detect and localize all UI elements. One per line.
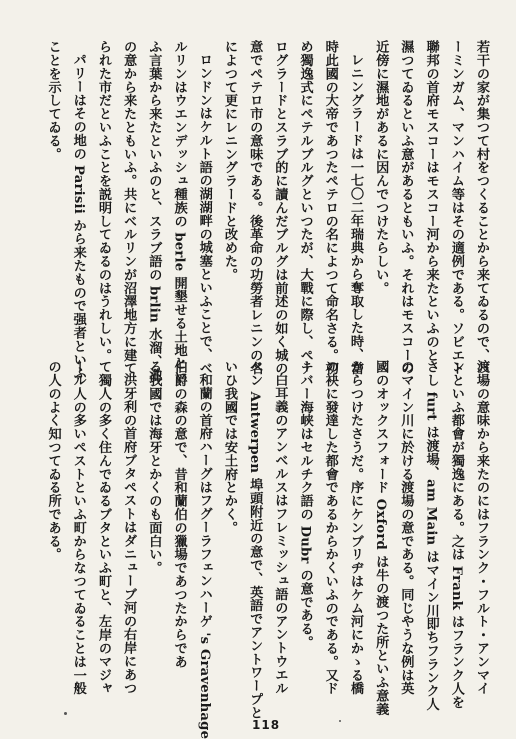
text-line: 國のオックスフォード Oxford は牛の渡つた所といふ意義	[373, 360, 389, 716]
text-line: ロンドンはケルト語の湖湖畔の城塞といふことで、ベ	[196, 53, 212, 375]
page-number: 118	[252, 718, 281, 732]
text-line: の人のよく知つてゐる所である。	[45, 360, 61, 561]
text-line: からつけたさうだ。序にケンブリヂはケム河にかゝる橋	[347, 360, 363, 695]
text-line: ふ言葉から来たといふのと、スラブ語の brlin 水溜、池	[146, 40, 162, 382]
text-line: め獨逸式にペテルブルグといつたが、大戰に際し、ペテ	[297, 40, 313, 375]
text-line: 和蘭の首府ハーグはフグーラフェンハーゲ 's Gravenhage	[196, 373, 212, 739]
text-line: 若干の家が集つて村をつくることから来てゐるので、バ	[474, 40, 489, 375]
upper-text-column	[45, 40, 494, 384]
text-line: レニングラードは一七〇二年瑞典から奪取した時、當	[347, 53, 363, 375]
text-line: られた市だといふことを説明してゐるのはうれしい。	[95, 40, 111, 362]
text-line: の意から来たともいふ。共にベルリンが沼澤地方に建て	[121, 40, 137, 375]
text-line: 聯邦の首府モスコーはモスコー河から来たといふのと	[423, 40, 439, 362]
dust-speck	[64, 712, 67, 715]
text-line: 濕つてゐるといふ意があるともいふ。それはモスコーの	[398, 40, 414, 375]
text-line: の袂に發達した都會であるからかくいふのである。又ド	[322, 360, 338, 695]
text-line: て獨人の多く住んでゐるブタといふ町と、左岸のマジャ	[95, 360, 111, 695]
text-line: によつて更にレニングラードと改めた。	[221, 40, 237, 282]
text-line: ログラードとスラブ的に讀んだブルグは前述の如く城の	[272, 40, 288, 375]
text-line: ペン Antwerpen 埠頭附近の意で、英語でアントワープと	[247, 360, 263, 720]
text-line: ンといふ都會が獨逸にある。之は Frank はフランク人を	[448, 360, 464, 709]
text-line: ルリンはウエンデッシュ種族の berle 開墾せる土地とい	[171, 40, 187, 384]
text-line: 渡場の意味から来たのにはフランク・フルト・アンマイ	[474, 360, 489, 695]
text-line: る我國では海牙とかくのも面白い。	[146, 360, 162, 575]
text-line: 洪牙利の首府ブタペストはダニューブ河の右岸にあつ	[121, 373, 137, 695]
text-line: のマイン川に於ける渡場の意である。同じやうな例は英	[398, 360, 414, 695]
text-line: ーミンガム、マンハイム等はその適例である。ソビエト	[448, 40, 464, 375]
text-line: いひ我國では安土府とかく。	[221, 360, 237, 535]
text-line: 伯爵の森の意で、昔和蘭伯の獵場であつたからであ	[171, 360, 187, 669]
text-line: パリーはその地の Parisii から来たもので强者といふ	[70, 53, 86, 380]
text-line: さし furt は渡場、am Main はマイン川即ちフランク人	[423, 360, 439, 711]
text-line: 時此國の大帝であつたペテロの名によつて命名さる。初	[322, 40, 338, 375]
text-line: 意でペテロ市の意味である。後革命の功勞者レニンの名	[247, 40, 263, 375]
text-line: 白耳義のアンベルスはフレミッシュ語のアントウエル	[272, 373, 288, 695]
text-line: 近傍に濕地があるに因んでつけたらしい。	[373, 40, 389, 295]
text-line: ーバー海峡はセルチク語の Dubr の意である。	[297, 360, 313, 649]
text-line: ことを示してゐる。	[45, 40, 61, 161]
text-line: ール人の多いペストといふ町からなつてゐることは一般	[70, 360, 86, 695]
dust-speck	[339, 720, 341, 722]
